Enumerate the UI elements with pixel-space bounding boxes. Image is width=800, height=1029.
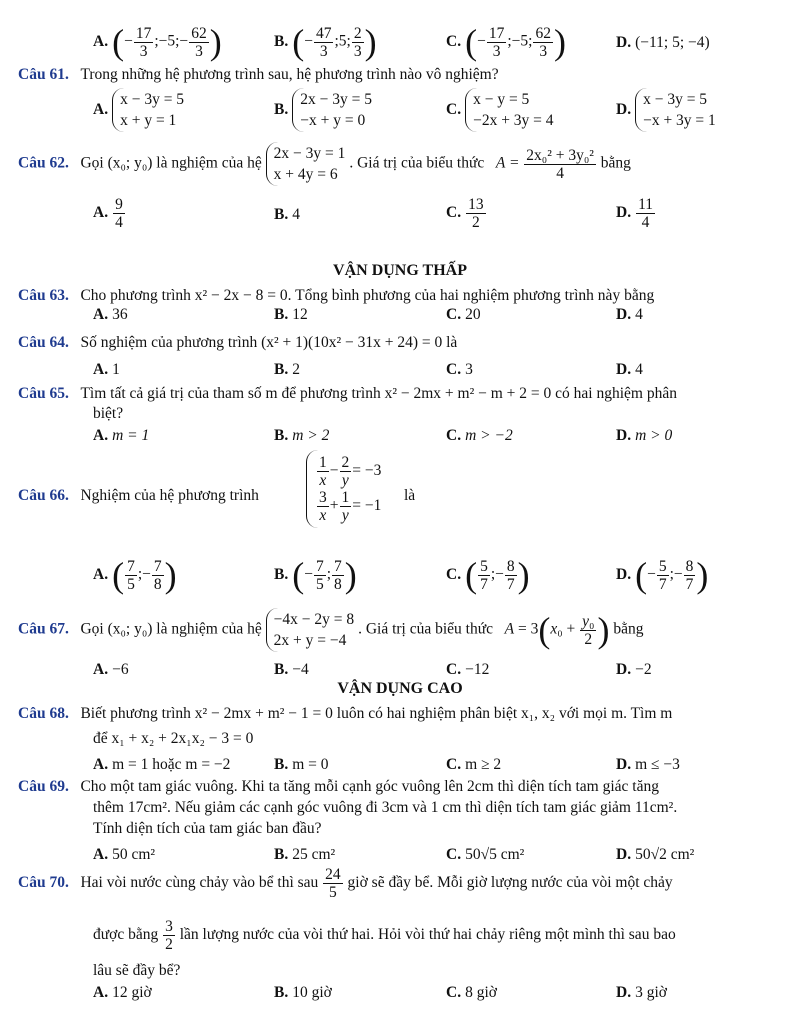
section-heading-van-dung-thap: VẬN DỤNG THẤP — [333, 262, 467, 279]
q64-option-a: A. 1 — [93, 361, 120, 378]
q69-stem: Câu 69. Cho một tam giác vuông. Khi ta tăng mỗi cạnh góc vuông lên 2cm thì diện tích tam giác tăng — [18, 778, 659, 795]
q61-option-d: D. x − 3y = 5 −x + 3y = 1 — [616, 88, 720, 132]
q70-option-d: D. 3 giờ — [616, 984, 667, 1001]
q69-option-a: A. 50 cm² — [93, 846, 156, 863]
q60-option-a: A. (− $\frac{17}{3}$ ;−5;− $\frac{62}{3}$ ) — [93, 22, 222, 62]
q65-option-a: A. m = 1 — [93, 427, 150, 444]
q69-stem-cont2: Tính diện tích của tam giác ban đầu? — [93, 820, 322, 837]
q69-option-c: C. 50√5 cm² — [446, 846, 525, 863]
q66-system: $\frac{1}{x}$ − $\frac{2}{y}$ = −3 $\frac{3}{x}$ + $\frac{1}{y}$ = −1 — [306, 450, 385, 528]
q66-option-d: D. (− $\frac{5}{7}$ ;− $\frac{8}{7}$ ) — [616, 555, 709, 595]
q65-stem-cont: biệt? — [93, 405, 124, 422]
q63-option-b: B. 12 — [274, 306, 308, 323]
q63-stem: Câu 63. Cho phương trình x² − 2x − 8 = 0. Tổng bình phương của hai nghiệm phương trình này bằng — [18, 287, 655, 304]
q61-option-a: A. x − 3y = 5 x + y = 1 — [93, 88, 188, 132]
q66-option-a: A. ( $\frac{7}{5}$ ;− $\frac{7}{8}$ ) — [93, 555, 177, 595]
q61-option-c: C. x − y = 5 −2x + 3y = 4 — [446, 88, 558, 132]
q64-option-d: D. 4 — [616, 361, 643, 378]
q66-option-c: C. ( $\frac{5}{7}$ ;− $\frac{8}{7}$ ) — [446, 555, 530, 595]
q70-stem: Câu 70. Hai vòi nước cùng chảy vào bể thì sau $\frac{24}{5}$ giờ sẽ đầy bể. Mỗi giờ lượng nước của vòi một chảy — [18, 866, 673, 901]
q62-option-b: B. 4 — [274, 206, 300, 223]
q62-option-d: D. $\frac{11}{4}$ — [616, 196, 654, 231]
q62-option-c: C. $\frac{13}{2}$ — [446, 196, 484, 231]
q70-option-b: B. 10 giờ — [274, 984, 332, 1001]
q68-option-c: C. m ≥ 2 — [446, 756, 502, 773]
q65-option-d: D. m > 0 — [616, 427, 673, 444]
q67-stem: Câu 67. Gọi (x₀; y₀) là nghiệm của hệ −4x − 2y = 8 2x + y = −4 . Giá trị của biểu thức A = 3(x₀ + $\frac{\text{y₀}}{2}$ ) bằng — [18, 610, 644, 650]
q70-option-a: A. 12 giờ — [93, 984, 152, 1001]
q68-option-a: A. m = 1 hoặc m = −2 — [93, 756, 231, 773]
q65-option-c: C. m > −2 — [446, 427, 513, 444]
q68-option-b: B. m = 0 — [274, 756, 329, 773]
q70-stem-cont: được bằng $\frac{3}{2}$ lần lượng nước của vòi thứ hai. Hỏi vòi thứ hai chảy riêng một mình thì sau bao — [93, 918, 676, 953]
q67-option-b: B. −4 — [274, 661, 309, 678]
q67-option-a: A. −6 — [93, 661, 129, 678]
q65-option-b: B. m > 2 — [274, 427, 330, 444]
q64-option-b: B. 2 — [274, 361, 300, 378]
q66-stem-end: là — [404, 487, 416, 504]
q68-stem: Câu 68. Biết phương trình x² − 2mx + m² − 1 = 0 luôn có hai nghiệm phân biệt x₁, x₂ với mọi m. Tìm m — [18, 705, 673, 722]
q66-option-b: B. (− $\frac{7}{5}$ ; $\frac{7}{8}$ ) — [274, 555, 357, 595]
q60-option-d: D. (−11; 5; −4) — [616, 34, 710, 51]
q68-option-d: D. m ≤ −3 — [616, 756, 680, 773]
q65-stem: Câu 65. Tìm tất cả giá trị của tham số m để phương trình x² − 2mx + m² − m + 2 = 0 có hai nghiệm phân — [18, 385, 677, 402]
q62-option-a: A. $\frac{9}{4}$ — [93, 196, 123, 231]
q60-option-b: B. (− $\frac{47}{3}$ ;5; $\frac{2}{3}$ ) — [274, 22, 377, 62]
q70-stem-cont2: lâu sẽ đầy bể? — [93, 962, 181, 979]
q69-option-b: B. 25 cm² — [274, 846, 336, 863]
q70-option-c: C. 8 giờ — [446, 984, 497, 1001]
q69-stem-cont: thêm 17cm². Nếu giảm các cạnh góc vuông đi 3cm và 1 cm thì diện tích tam giác giảm 11cm². — [93, 799, 678, 816]
q62-stem: Câu 62. Gọi (x₀; y₀) là nghiệm của hệ 2x − 3y = 1 x + 4y = 6 . Giá trị của biểu thức A = $\frac{\text{2x₀² + 3y₀²}}{4}$ bằng — [18, 142, 631, 186]
q64-option-c: C. 3 — [446, 361, 473, 378]
q63-option-c: C. 20 — [446, 306, 481, 323]
q67-option-d: D. −2 — [616, 661, 652, 678]
q64-stem: Câu 64. Số nghiệm của phương trình (x² + 1)(10x² − 31x + 24) = 0 là — [18, 334, 458, 351]
q66-stem: Câu 66. Nghiệm của hệ phương trình — [18, 487, 259, 504]
q61-option-b: B. 2x − 3y = 5 −x + y = 0 — [274, 88, 376, 132]
q61-stem: Câu 61. Trong những hệ phương trình sau, hệ phương trình nào vô nghiệm? — [18, 66, 499, 83]
section-heading-van-dung-cao: VẬN DỤNG CAO — [337, 680, 463, 697]
q63-option-a: A. 36 — [93, 306, 128, 323]
q63-option-d: D. 4 — [616, 306, 643, 323]
q68-stem-cont: để x₁ + x₂ + 2x₁x₂ − 3 = 0 — [93, 730, 254, 747]
q67-option-c: C. −12 — [446, 661, 490, 678]
q69-option-d: D. 50√2 cm² — [616, 846, 695, 863]
q60-option-c: C. (− $\frac{17}{3}$ ;−5; $\frac{62}{3}$ ) — [446, 22, 566, 62]
